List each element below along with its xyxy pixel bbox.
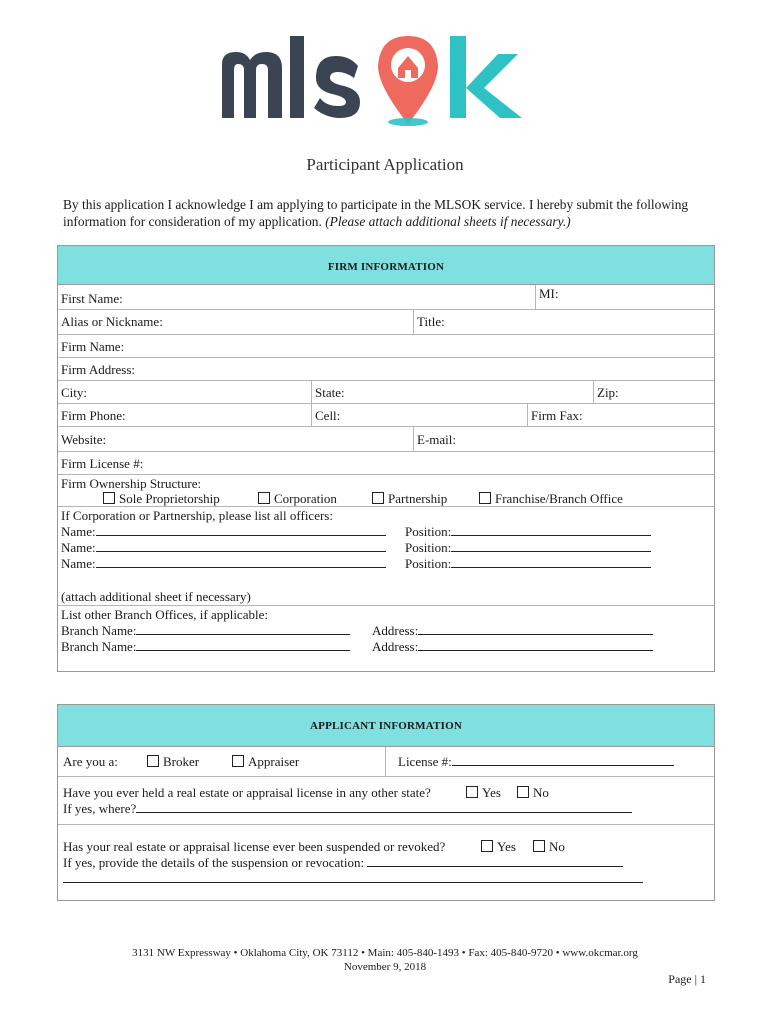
- option-corporation[interactable]: [258, 491, 337, 507]
- checkbox-icon[interactable]: [258, 492, 270, 504]
- broker-label: Broker: [163, 754, 200, 769]
- applicant-license-field[interactable]: [385, 747, 714, 776]
- first-name-label: First Name:: [61, 291, 123, 306]
- no-label: No: [549, 839, 565, 854]
- website-field[interactable]: [58, 427, 413, 451]
- firm-information-title: FIRM INFORMATION: [327, 261, 445, 273]
- alias-field[interactable]: [58, 310, 413, 334]
- city-label: City:: [61, 385, 88, 400]
- position-label: Position:: [405, 524, 452, 539]
- q1-text: Have you ever held a real estate or appraisal license in any other state?: [63, 785, 431, 800]
- row-alias: [58, 310, 714, 335]
- officer-name-1[interactable]: [61, 524, 386, 540]
- applicant-type-field: [58, 747, 385, 776]
- row-ownership: [58, 475, 714, 507]
- website-label: Website:: [61, 432, 107, 447]
- q2-text: Has your real estate or appraisal license ever been suspended or revoked?: [63, 839, 446, 854]
- name-label: Name:: [61, 556, 96, 571]
- option-franchise-branch[interactable]: [479, 491, 623, 507]
- q1-where[interactable]: [63, 801, 632, 817]
- city-field[interactable]: [58, 381, 311, 403]
- q2-details-label: If yes, provide the details of the suspension or revocation:: [63, 855, 365, 870]
- checkbox-icon[interactable]: [479, 492, 491, 504]
- checkbox-icon[interactable]: [517, 786, 529, 798]
- zip-label: Zip:: [597, 385, 619, 400]
- q1-yes[interactable]: [466, 785, 501, 801]
- firm-phone-label: Firm Phone:: [61, 408, 126, 423]
- applicant-information-section: [57, 704, 715, 901]
- q2-no[interactable]: [533, 839, 565, 855]
- address-label: Address:: [372, 623, 419, 638]
- q2-details-line-2[interactable]: [63, 871, 643, 887]
- row-first-name: [58, 285, 714, 310]
- title-label: Title:: [417, 314, 445, 329]
- branches-label: List other Branch Offices, if applicable:: [61, 607, 268, 622]
- branch-name-2[interactable]: [61, 639, 350, 655]
- mlsok-logo: [222, 34, 552, 126]
- officer-name-3[interactable]: [61, 556, 386, 572]
- no-label: No: [533, 785, 549, 800]
- row-firm-address: [58, 358, 714, 381]
- cell-label: Cell:: [315, 408, 341, 423]
- option-sole-proprietorship[interactable]: [103, 491, 220, 507]
- intro-text: By this application I acknowledge I am applying to participate in the MLSOK service. I hereby submit the following information for consideration of my application.: [63, 197, 689, 229]
- row-are-you: [58, 747, 714, 777]
- firm-license-label: Firm License #:: [61, 456, 144, 471]
- address-label: Address:: [372, 639, 419, 654]
- option-label: Partnership: [388, 491, 448, 506]
- checkbox-icon[interactable]: [103, 492, 115, 504]
- applicant-license[interactable]: [398, 754, 674, 770]
- email-label: E-mail:: [417, 432, 456, 447]
- footer-address: 3131 NW Expressway • Oklahoma City, OK 73112 • Main: 405-840-1493 • Fax: 405-840-9720 • www.okcmar.org: [132, 947, 638, 959]
- firm-address-field[interactable]: [58, 358, 714, 380]
- row-branches: [58, 606, 714, 672]
- officer-position-1[interactable]: [405, 524, 651, 540]
- row-other-state: [58, 777, 714, 825]
- firm-information-header: [58, 246, 714, 285]
- applicant-information-header: [58, 705, 714, 747]
- officer-position-2[interactable]: [405, 540, 651, 556]
- branch-address-2[interactable]: [372, 639, 653, 655]
- checkbox-icon[interactable]: [533, 840, 545, 852]
- first-name-field[interactable]: [58, 285, 535, 309]
- position-label: Position:: [405, 540, 452, 555]
- mi-label: MI:: [539, 286, 559, 301]
- attach-note: (attach additional sheet if necessary): [61, 589, 251, 604]
- page-title: Participant Application: [306, 155, 464, 174]
- officers-label: If Corporation or Partnership, please list all officers:: [61, 508, 333, 523]
- officer-position-3[interactable]: [405, 556, 651, 572]
- firm-name-field[interactable]: [58, 335, 714, 357]
- option-label: Corporation: [274, 491, 337, 506]
- option-label: Franchise/Branch Office: [495, 491, 623, 506]
- checkbox-icon[interactable]: [481, 840, 493, 852]
- officer-name-2[interactable]: [61, 540, 386, 556]
- branch-name-1[interactable]: [61, 623, 350, 639]
- firm-fax-field[interactable]: [527, 404, 714, 426]
- page-number: Page | 1: [668, 972, 706, 986]
- branch-address-1[interactable]: [372, 623, 653, 639]
- position-label: Position:: [405, 556, 452, 571]
- intro-note: (Please attach additional sheets if necessary.): [325, 214, 571, 229]
- title-field[interactable]: [413, 310, 714, 334]
- firm-fax-label: Firm Fax:: [531, 408, 583, 423]
- name-label: Name:: [61, 540, 96, 555]
- branch-name-label: Branch Name:: [61, 639, 137, 654]
- ownership-label: Firm Ownership Structure:: [61, 476, 202, 491]
- option-appraiser[interactable]: [232, 754, 299, 770]
- state-field[interactable]: [311, 381, 593, 403]
- zip-field[interactable]: [593, 381, 714, 403]
- row-phone: [58, 404, 714, 427]
- q1-no[interactable]: [517, 785, 549, 801]
- applicant-information-title: APPLICANT INFORMATION: [310, 720, 462, 732]
- q2-question: [63, 839, 445, 855]
- are-you-label: Are you a:: [63, 754, 118, 769]
- branch-name-label: Branch Name:: [61, 623, 137, 638]
- intro-paragraph: [63, 196, 723, 230]
- yes-label: Yes: [482, 785, 501, 800]
- firm-phone-field[interactable]: [58, 404, 311, 426]
- license-label: License #:: [398, 754, 452, 769]
- footer-date: November 9, 2018: [343, 961, 427, 973]
- row-firm-name: [58, 335, 714, 358]
- cell-field[interactable]: [311, 404, 527, 426]
- checkbox-icon[interactable]: [466, 786, 478, 798]
- option-partnership[interactable]: [372, 491, 447, 507]
- checkbox-icon[interactable]: [147, 755, 159, 767]
- checkbox-icon[interactable]: [372, 492, 384, 504]
- firm-address-label: Firm Address:: [61, 362, 136, 377]
- row-suspended: [58, 825, 714, 900]
- row-license: [58, 452, 714, 475]
- firm-information-section: [57, 245, 715, 672]
- appraiser-label: Appraiser: [248, 754, 300, 769]
- email-field[interactable]: [413, 427, 714, 451]
- firm-name-label: Firm Name:: [61, 339, 125, 354]
- alias-label: Alias or Nickname:: [61, 314, 163, 329]
- yes-label: Yes: [497, 839, 516, 854]
- row-city: [58, 381, 714, 404]
- q1-question: [63, 785, 431, 801]
- option-broker[interactable]: [147, 754, 199, 770]
- state-label: State:: [315, 385, 345, 400]
- checkbox-icon[interactable]: [232, 755, 244, 767]
- option-label: Sole Proprietorship: [119, 491, 220, 506]
- row-officers: [58, 507, 714, 606]
- name-label: Name:: [61, 524, 96, 539]
- q2-yes[interactable]: [481, 839, 516, 855]
- q2-details[interactable]: [63, 855, 623, 871]
- row-website: [58, 427, 714, 452]
- mi-field[interactable]: [535, 285, 714, 309]
- footer: [0, 946, 770, 974]
- firm-license-field[interactable]: [58, 452, 714, 474]
- q1-where-label: If yes, where?: [63, 801, 137, 816]
